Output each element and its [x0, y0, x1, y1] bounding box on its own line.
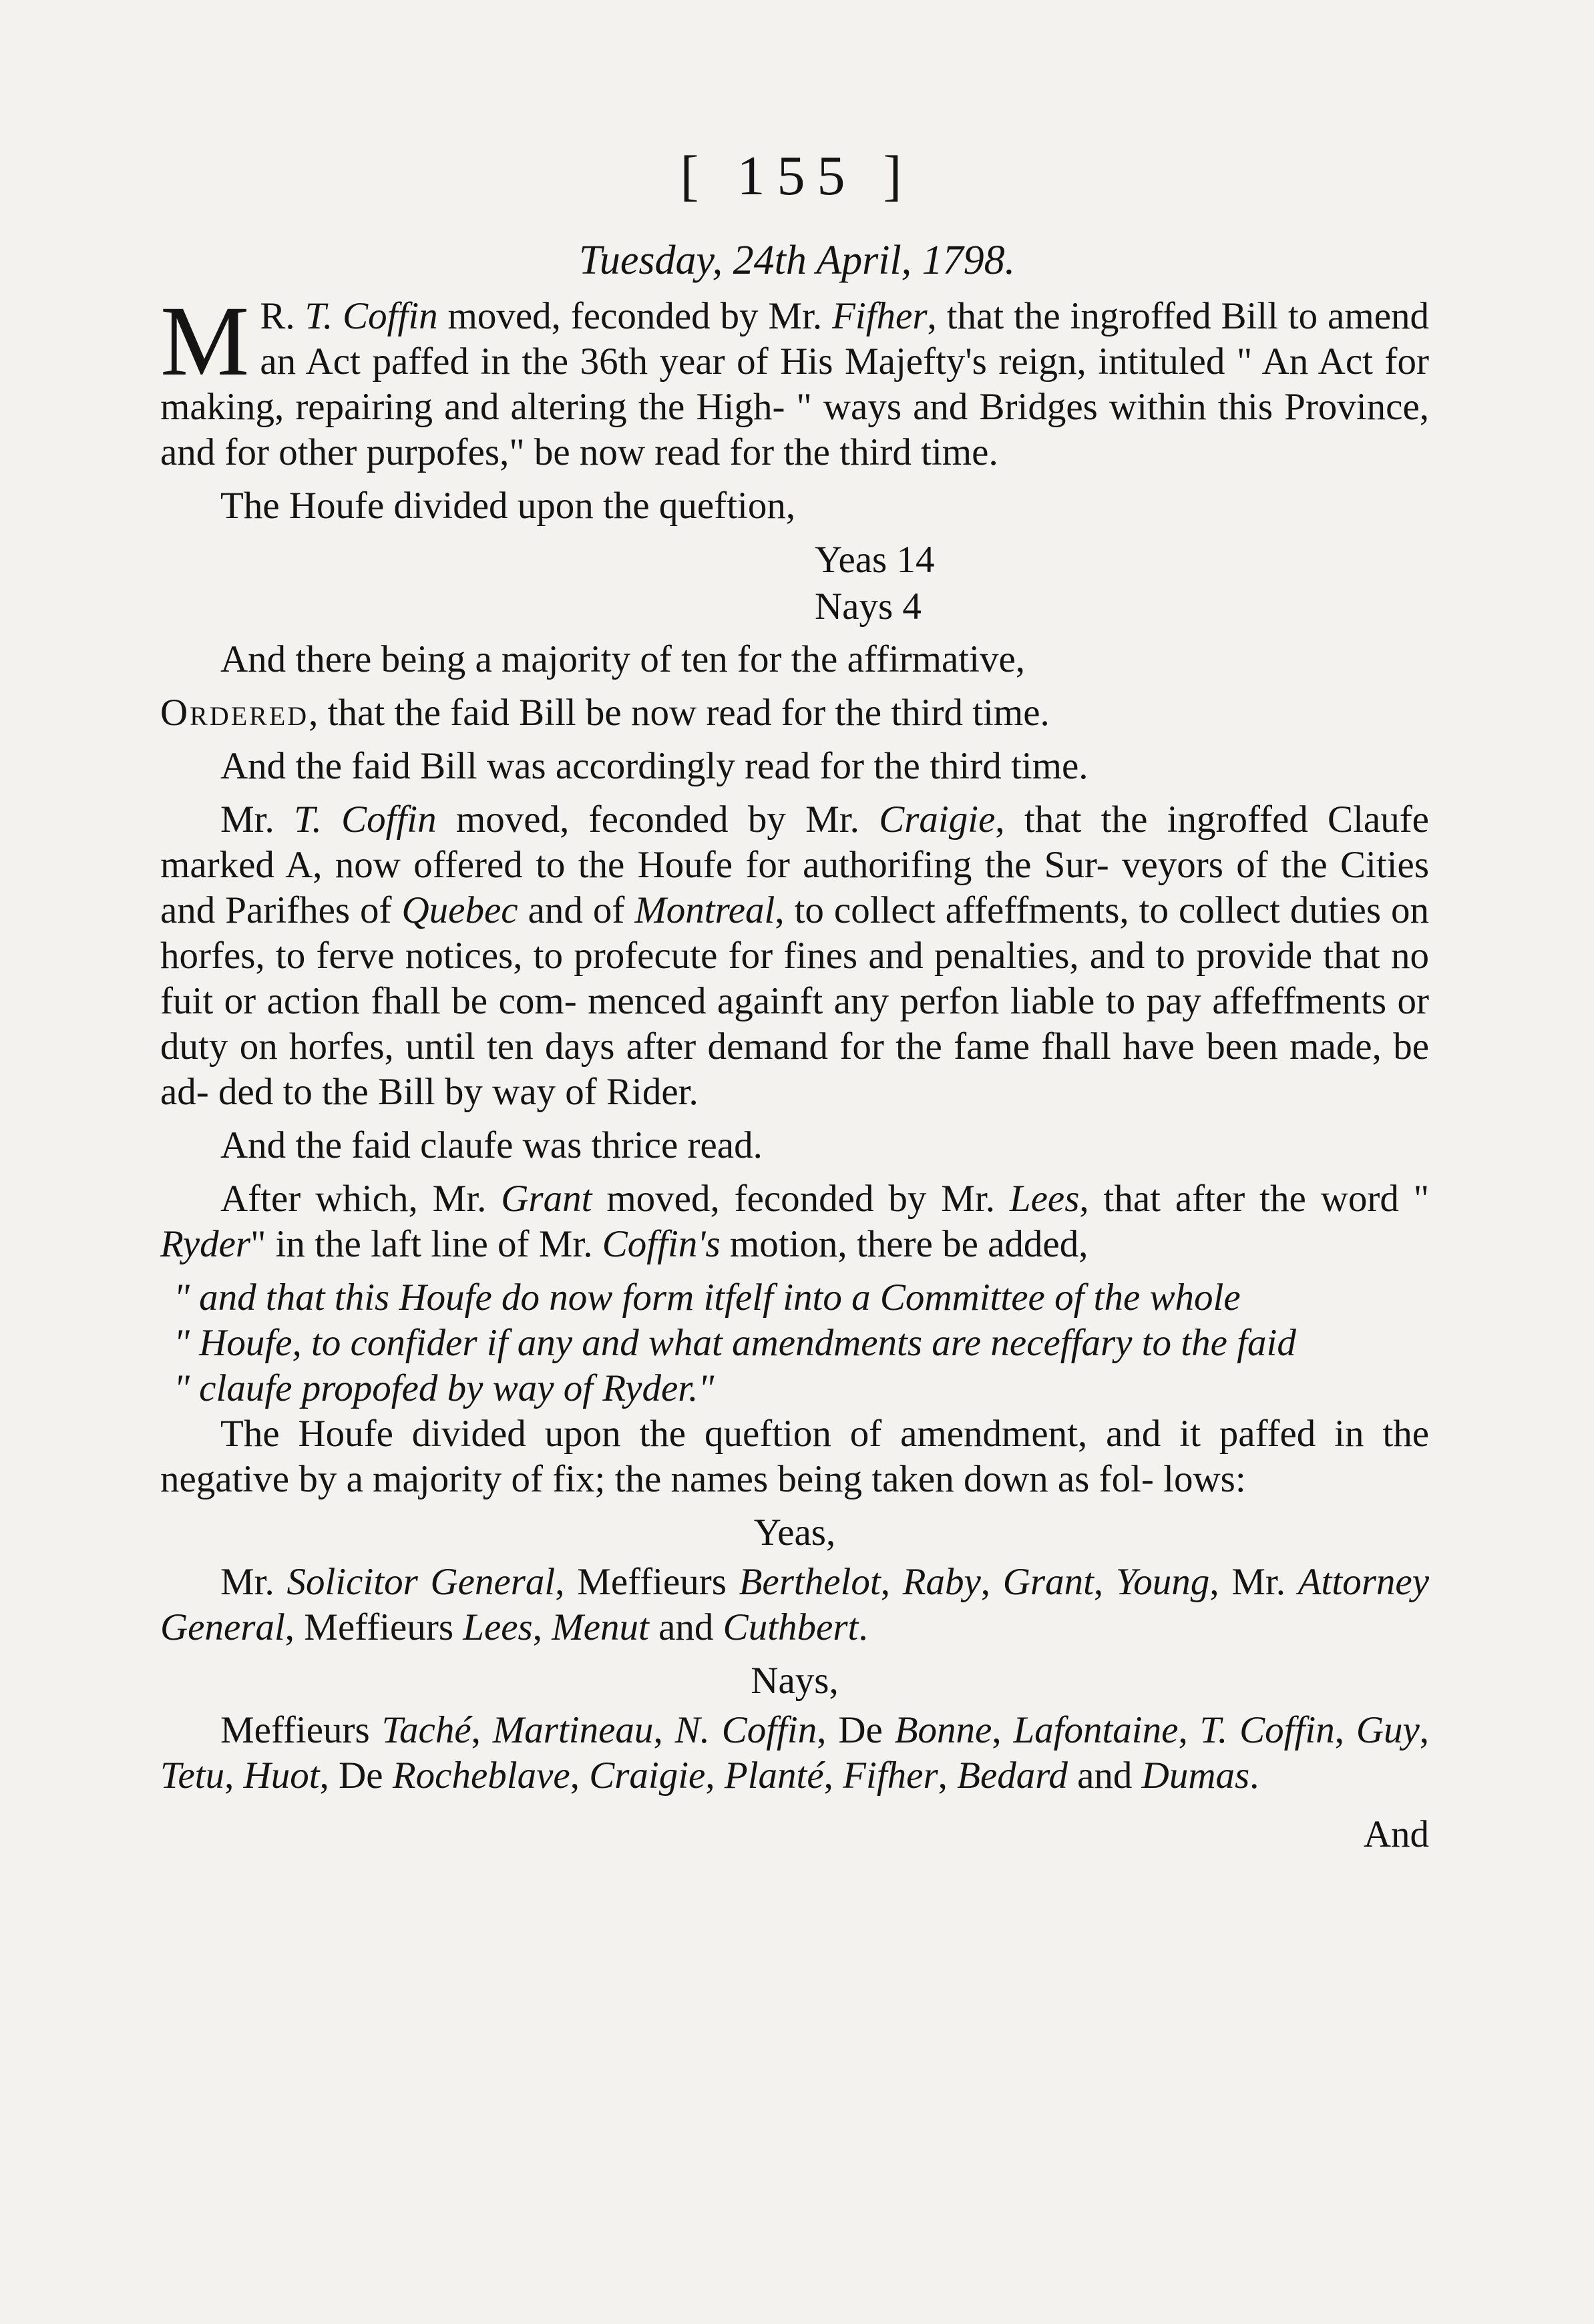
paragraph-amendment-motion: After which, Mr. Grant moved, feconded by Mr. Lees, that after the word " Ryder" in the laft line of Mr. Coffin's motion, there be added, — [160, 1178, 1429, 1265]
ordered-label: Ordered — [160, 692, 309, 734]
member-name: T. Coffin — [305, 295, 438, 337]
paragraph-amendment-division: The Houfe divided upon the queftion of amendment, and it paffed in the negative by a majority of fix; the names being taken down as fol- lows: — [160, 1413, 1429, 1500]
drop-cap: M — [160, 286, 250, 397]
vote-tally — [815, 537, 1429, 630]
paragraph-motion-third-reading: M R. T. Coffin moved, feconded by Mr. Fifher, that the ingroffed Bill to amend an Act paffed in the 36th year of His Majefty's reign, intituled " An Act for making, repairing and altering the High- " ways and Bridges within this Province, and for other purpofes," be now read for the third time. — [160, 286, 1429, 473]
yeas-heading: Yeas, — [753, 1512, 836, 1554]
session-date: Tuesday, 24th April, 1798. — [578, 238, 1016, 283]
quote-line: " Houfe, to confider if any and what amendments are neceffary to the faid — [174, 1322, 1296, 1364]
member-name: Coffin's — [602, 1223, 721, 1265]
member-name: T. Coffin — [294, 798, 437, 841]
member-name: Craigie — [879, 798, 996, 841]
paragraph-clause-read: And the faid claufe was thrice read. — [220, 1124, 763, 1166]
yeas-names: Mr. Solicitor General, Meffieurs Berthelot, Raby, Grant, Young, Mr. Attorney General, Meffieurs Lees, Menut and Cuthbert. — [160, 1561, 1429, 1648]
place-name: Montreal — [634, 889, 775, 931]
member-name: Grant — [501, 1178, 592, 1220]
amendment-quote — [160, 1275, 1429, 1411]
page-number: [ 155 ] — [680, 145, 914, 207]
member-name: Fifher — [832, 295, 928, 337]
nays-count: Nays 4 — [815, 586, 922, 628]
catchword: And — [1363, 1813, 1429, 1855]
paragraph-read: And the faid Bill was accordingly read for the third time. — [220, 745, 1088, 787]
paragraph-majority: And there being a majority of ten for the affirmative, — [220, 638, 1026, 680]
paragraph-division: The Houfe divided upon the queftion, — [220, 485, 796, 527]
quote-line: " claufe propofed by way of Ryder." — [174, 1367, 715, 1409]
nays-names: Meffieurs Taché, Martineau, N. Coffin, De Bonne, Lafontaine, T. Coffin, Guy, Tetu, Huot, De Rocheblave, Craigie, Planté, Fifher, Bedard and Dumas. — [160, 1709, 1430, 1797]
member-name: Lees — [1009, 1178, 1080, 1220]
nays-heading: Nays, — [751, 1660, 839, 1702]
place-name: Quebec — [401, 889, 518, 931]
paragraph-rider-motion: Mr. T. Coffin moved, feconded by Mr. Craigie, that the ingroffed Claufe marked A, now offered to the Houfe for authorifing the Sur- veyors of the Cities and Parifhes of Quebec and of Montreal, to collect affeffments, to collect duties on horfes, to ferve notices, to profecute for fines and penalties, and to provide that no fuit or action fhall be com- menced againft any perfon liable to pay affeffments or duty on horfes, until ten days after demand for the fame fhall have been made, be ad- ded to the Bill by way of Rider. — [160, 798, 1429, 1113]
journal-body — [160, 286, 1430, 1857]
paragraph-ordered: Ordered, that the faid Bill be now read for the third time. — [160, 692, 1050, 734]
quote-line: " and that this Houfe do now form itfelf into a Committee of the whole — [174, 1276, 1241, 1319]
yeas-count: Yeas 14 — [815, 539, 935, 581]
